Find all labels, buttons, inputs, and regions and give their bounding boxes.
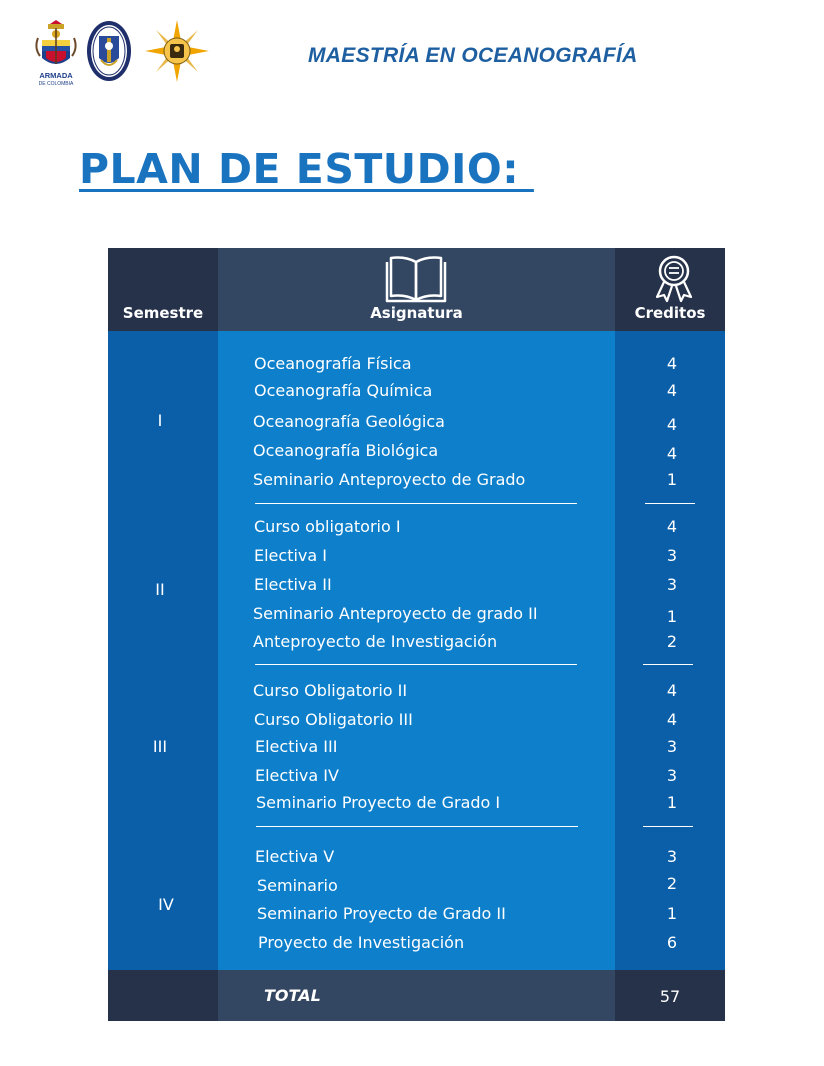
course-name: Oceanografía Biológica [253,441,439,460]
course-name: Oceanografía Química [254,381,433,400]
course-name: Oceanografía Física [254,354,412,373]
credit-value: 4 [666,415,678,434]
credit-value: 4 [666,354,678,373]
course-name: Curso Obligatorio II [253,681,408,700]
program-title: MAESTRÍA EN OCEANOGRAFÍA [308,44,638,67]
column-header-creditos: Creditos [634,304,706,322]
escuela-naval-seal [87,21,131,81]
semester-label: II [155,580,165,599]
course-name: Seminario [257,876,338,895]
credits-column [615,331,725,970]
credit-value: 3 [666,847,678,866]
semester-divider [643,664,693,665]
semester-divider [255,664,577,665]
credit-value: 2 [666,632,678,651]
header-asignatura-cell [218,248,615,331]
armada-colombia-logo [36,20,75,87]
credit-value: 3 [666,766,678,785]
course-name: Curso Obligatorio III [254,710,413,729]
course-name: Seminario Proyecto de Grado II [257,904,506,923]
book-icon [385,254,447,304]
award-ribbon-icon [655,255,699,305]
credit-value: 4 [666,710,678,729]
course-name: Electiva III [255,737,338,756]
credit-value: 4 [666,444,678,463]
course-name: Electiva I [254,546,327,565]
total-credits: 57 [659,987,681,1006]
credit-value: 1 [666,793,678,812]
credit-value: 1 [666,607,678,626]
credit-value: 2 [666,874,678,893]
semester-divider [643,826,693,827]
course-column [218,331,615,970]
column-header-semestre: Semestre [122,304,204,322]
credit-value: 1 [666,904,678,923]
compass-rose-logo [145,20,209,82]
header-creditos-cell [615,248,725,331]
credit-value: 1 [666,470,678,489]
course-name: Anteproyecto de Investigación [253,632,498,651]
course-name: Oceanografía Geológica [253,412,445,431]
course-name: Seminario Proyecto de Grado I [256,793,501,812]
semester-divider [645,503,695,504]
semester-divider [256,826,578,827]
semester-divider [255,503,577,504]
footer-creditos-cell [615,970,725,1021]
course-name: Electiva IV [255,766,339,785]
course-name: Electiva V [255,847,335,866]
header-semestre-cell [108,248,218,331]
semester-label: I [157,411,163,430]
course-name: Seminario Anteproyecto de grado II [253,604,538,623]
credit-value: 4 [666,681,678,700]
institution-logos [30,18,220,88]
course-name: Proyecto de Investigación [258,933,465,952]
footer-semestre-cell [108,970,218,1021]
total-label: TOTAL [264,986,321,1005]
course-name: Seminario Anteproyecto de Grado [253,470,526,489]
credit-value: 4 [666,517,678,536]
course-name: Curso obligatorio I [254,517,401,536]
study-plan-table [108,248,725,1021]
credit-value: 4 [666,381,678,400]
svg-text:DE COLOMBIA: DE COLOMBIA [38,81,74,87]
course-name: Electiva II [254,575,332,594]
footer-asignatura-cell [218,970,615,1021]
page-title: PLAN DE ESTUDIO: [79,145,534,193]
semester-column [108,331,218,970]
semester-label: III [152,737,168,756]
credit-value: 3 [666,737,678,756]
credit-value: 6 [666,933,678,952]
column-header-asignatura: Asignatura [370,304,463,322]
credit-value: 3 [666,575,678,594]
svg-text:ARMADA: ARMADA [39,71,73,80]
semester-label: IV [158,895,174,914]
credit-value: 3 [666,546,678,565]
